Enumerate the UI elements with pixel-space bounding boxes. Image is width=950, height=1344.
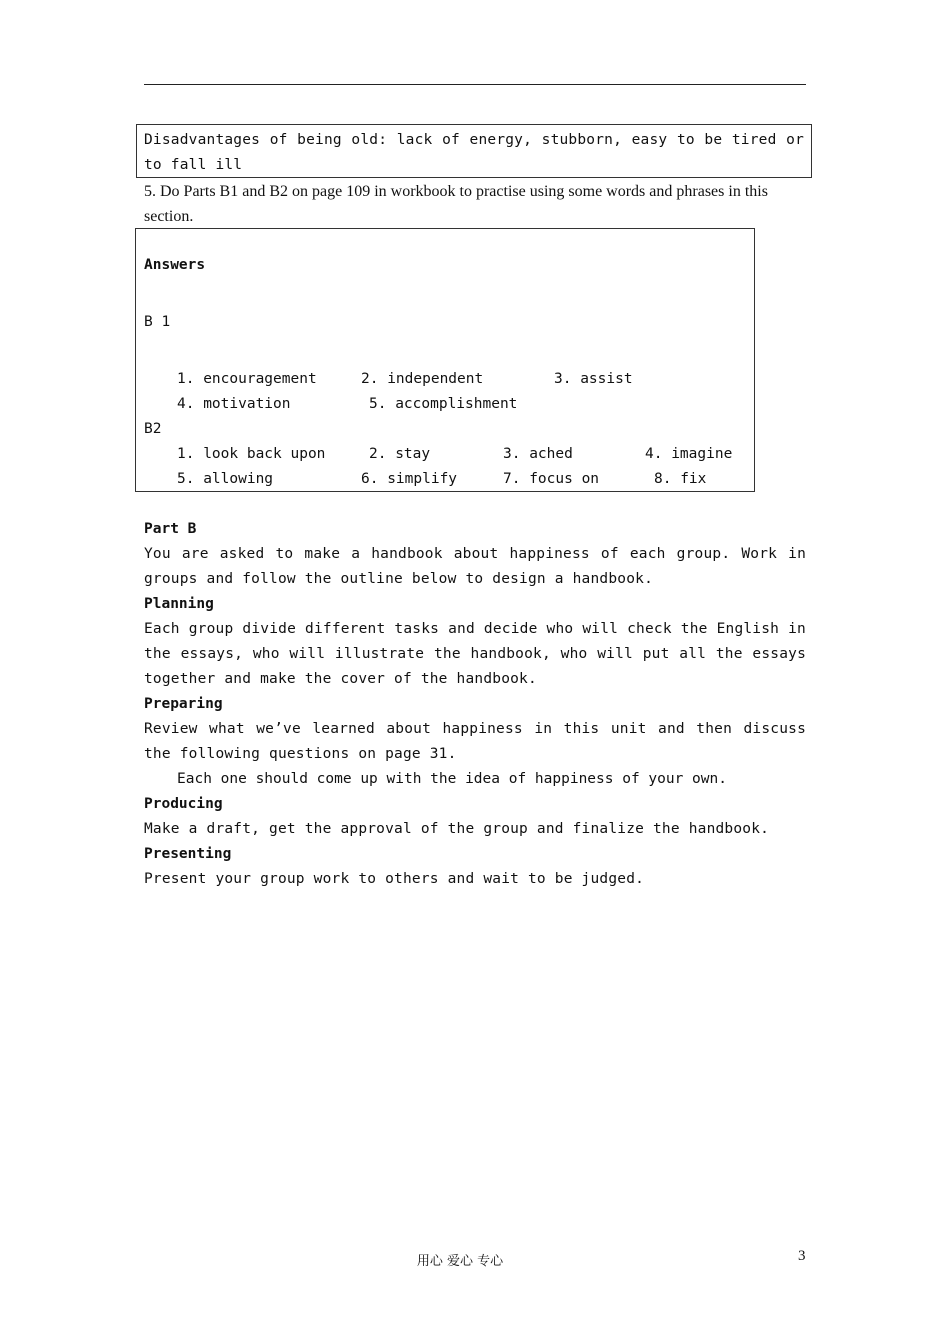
presenting-heading: Presenting (144, 846, 232, 862)
b1-answer: 4. motivation (177, 396, 291, 412)
task-5-instruction: 5. Do Parts B1 and B2 on page 109 in workbook to practise using some words and phrases in this section. (144, 183, 768, 225)
answers-box (135, 228, 755, 492)
b2-answer: 1. look back upon (177, 446, 326, 462)
b2-answer: 4. imagine (645, 446, 733, 462)
b1-label: B 1 (144, 314, 171, 330)
b1-answer: 3. assist (554, 371, 633, 387)
producing-heading: Producing (144, 796, 223, 812)
producing-text: Make a draft, get the approval of the group and finalize the handbook. (144, 821, 770, 837)
answers-title: Answers (144, 257, 206, 273)
disadvantages-box (136, 124, 812, 178)
header-rule (144, 84, 806, 85)
part-b-title: Part B (144, 521, 197, 537)
page-number: 3 (798, 1248, 806, 1264)
part-b-section (144, 517, 806, 892)
b2-answer: 2. stay (369, 446, 431, 462)
b1-answer: 1. encouragement (177, 371, 317, 387)
part-b-intro: You are asked to make a handbook about happiness of each group. Work in groups and follow the outline below to design a handbook. (144, 546, 806, 587)
planning-heading: Planning (144, 596, 214, 612)
planning-text: Each group divide different tasks and decide who will check the English in the essays, who will illustrate the handbook, who will put all the essays together and make the cover of the handbook. (144, 621, 806, 687)
b1-answer: 2. independent (361, 371, 484, 387)
disadvantages-text: Disadvantages of being old: lack of energy, stubborn, easy to be tired or to fall ill (144, 132, 804, 173)
b2-answer: 7. focus on (503, 471, 600, 487)
b2-answer: 3. ached (503, 446, 573, 462)
preparing-heading: Preparing (144, 696, 223, 712)
b2-answer: 5. allowing (177, 471, 274, 487)
b2-answer: 6. simplify (361, 471, 458, 487)
b2-answer: 8. fix (654, 471, 707, 487)
preparing-text: Review what we’ve learned about happiness in this unit and then discuss the following questions on page 31. (144, 721, 806, 762)
presenting-text: Present your group work to others and wait to be judged. (144, 871, 645, 887)
footer-motto: 用心 爱心 专心 (416, 1254, 504, 1269)
b1-answer: 5. accomplishment (369, 396, 518, 412)
b2-label: B2 (144, 421, 162, 437)
preparing-text-2: Each one should come up with the idea of happiness of your own. (177, 771, 727, 787)
